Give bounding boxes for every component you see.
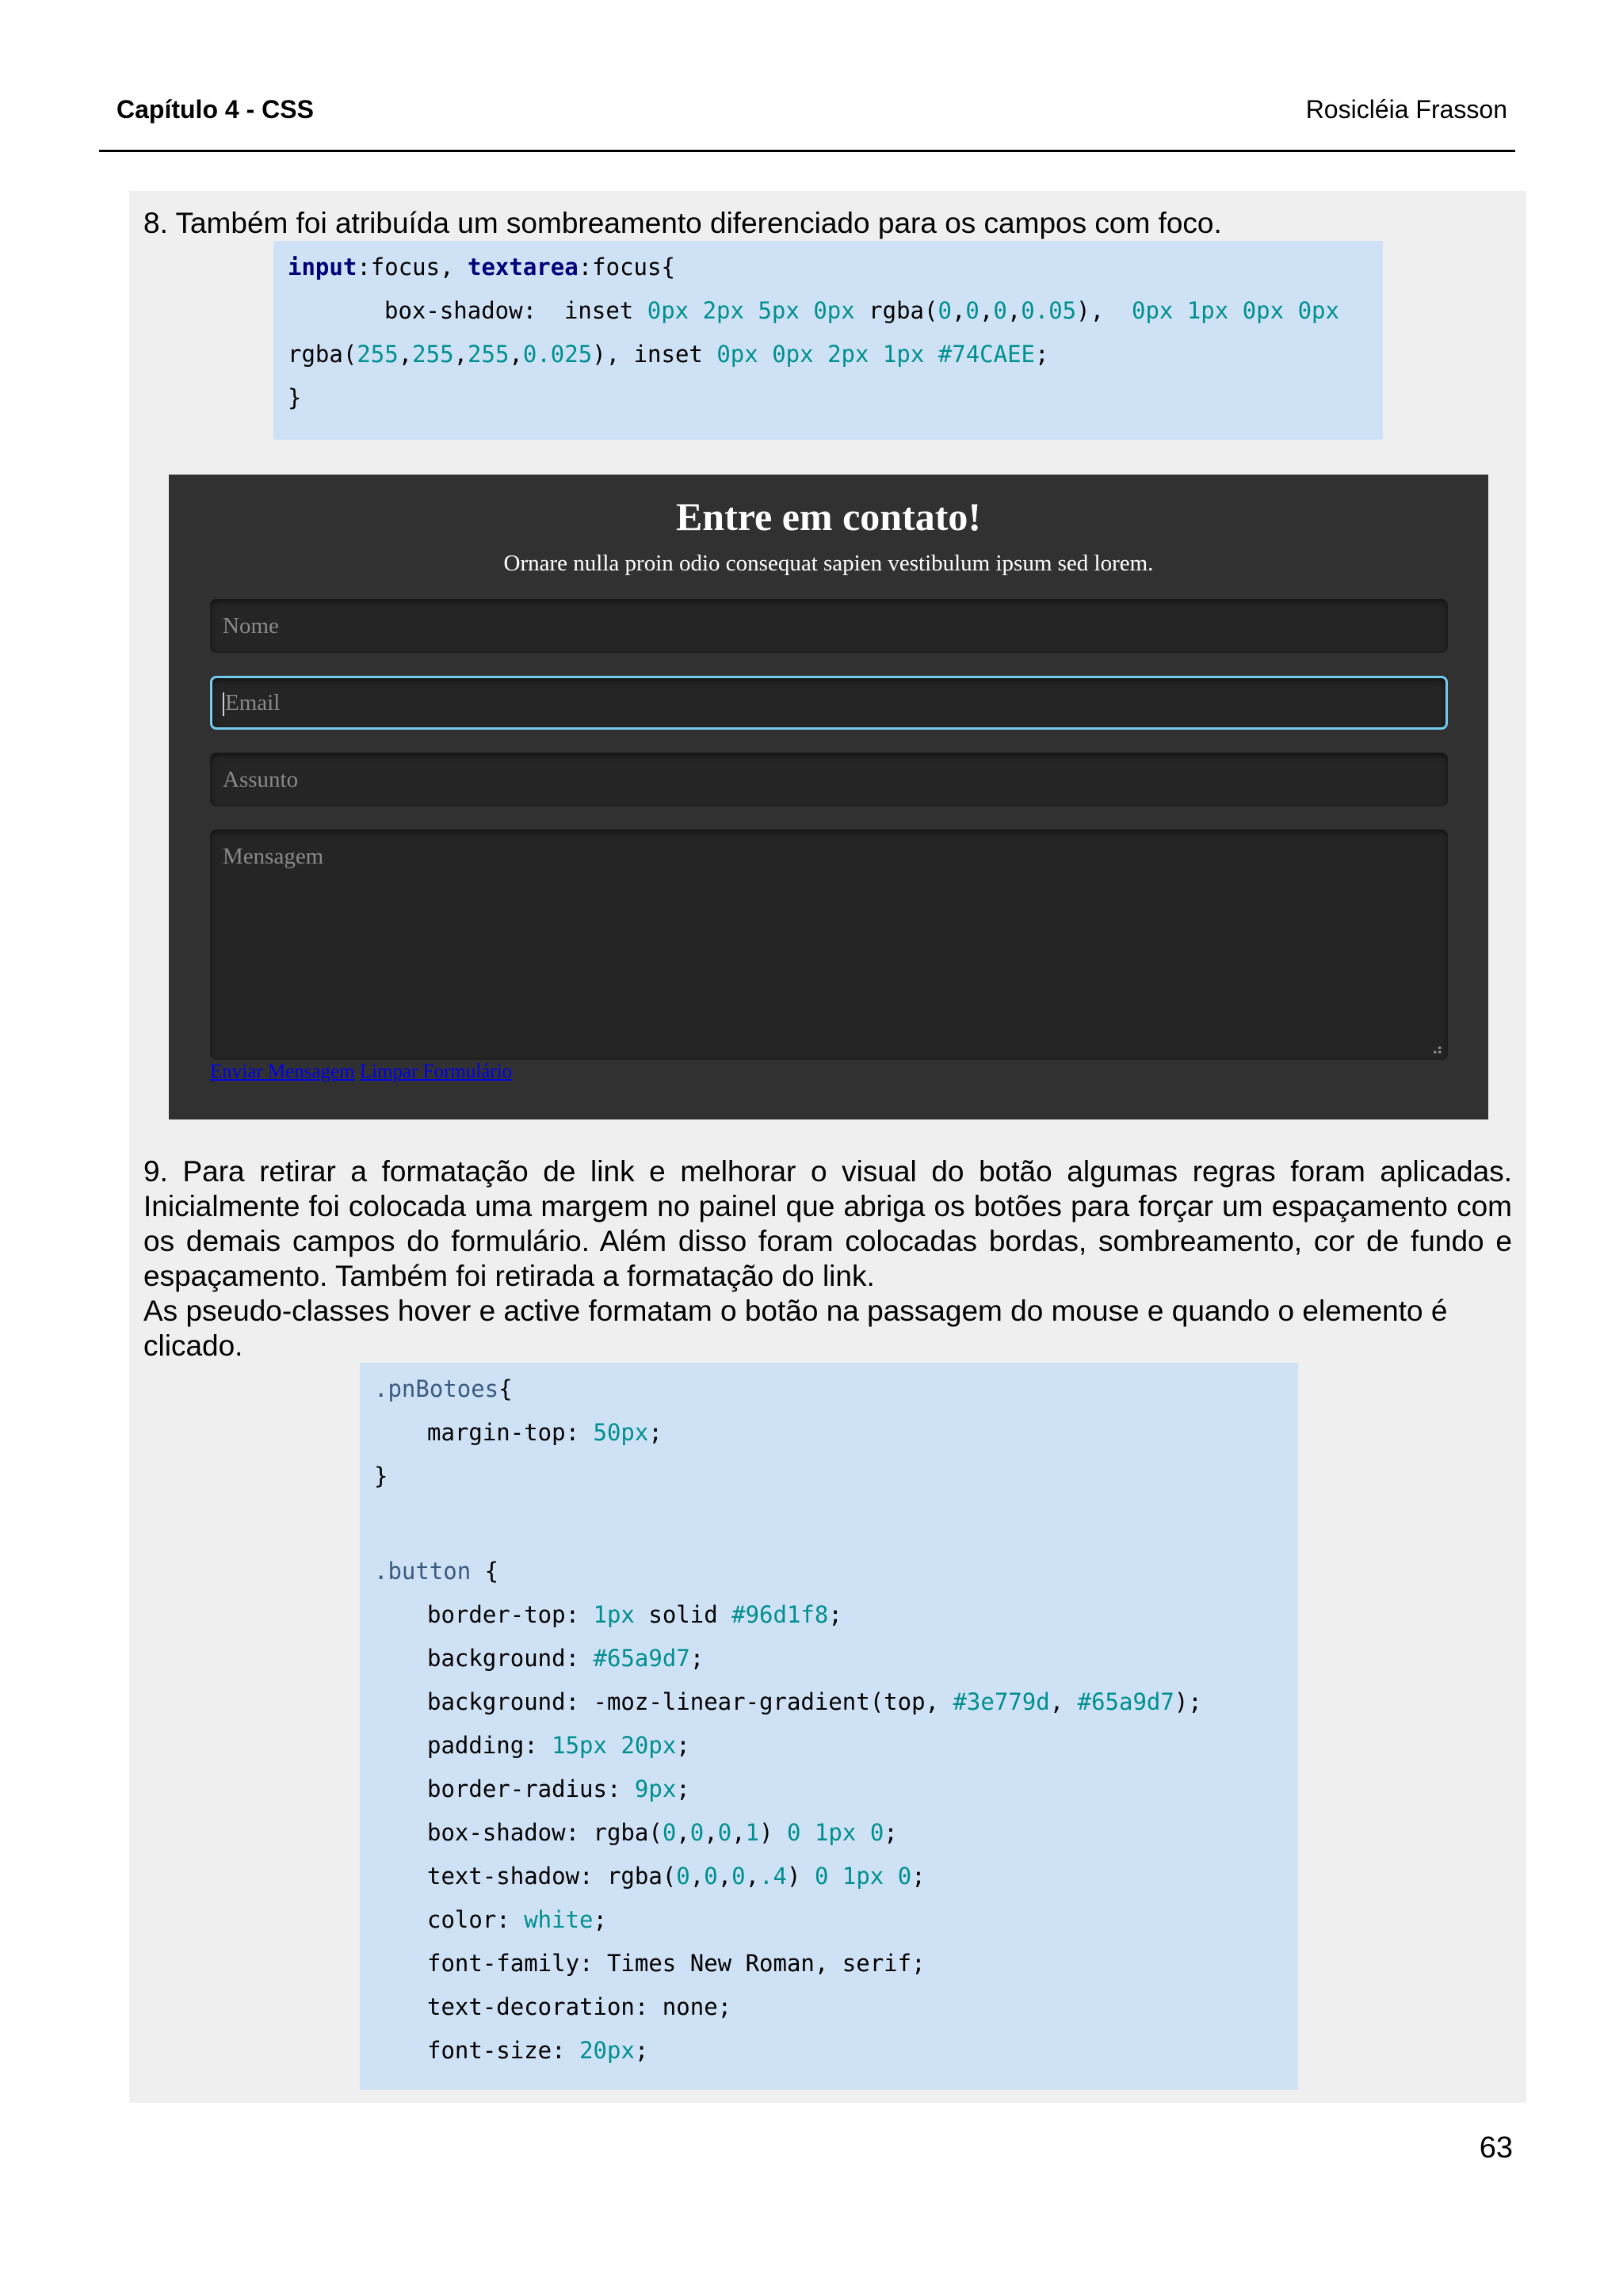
code-line: font-family: Times New Roman, serif; xyxy=(427,1950,926,1977)
email-placeholder: Email xyxy=(225,690,281,715)
section-9-paragraph xyxy=(143,1154,1512,1363)
subject-placeholder: Assunto xyxy=(223,767,299,792)
form-buttons-panel xyxy=(210,1061,512,1083)
code-line: input:focus, textarea:focus{ xyxy=(288,254,675,280)
code-line: box-shadow: inset 0px 2px 5px 0px rgba(0,0,0,0.05), 0px 1px 0px 0px xyxy=(384,297,1339,324)
name-input[interactable] xyxy=(210,599,1448,653)
contact-form-screenshot xyxy=(169,475,1488,1119)
message-placeholder: Mensagem xyxy=(223,844,324,869)
name-placeholder: Nome xyxy=(223,613,279,639)
email-input[interactable] xyxy=(210,676,1448,730)
header-author: Rosicléia Frasson xyxy=(1305,95,1507,124)
send-message-link[interactable]: Enviar Mensagem xyxy=(210,1061,355,1082)
section-8-text: 8. Também foi atribuída um sombreamento diferenciado para os campos com foco. xyxy=(143,207,1222,239)
header-chapter-title: Capítulo 4 - CSS xyxy=(116,95,314,124)
subject-input[interactable] xyxy=(210,753,1448,807)
text-caret xyxy=(223,692,224,716)
form-subtitle: Ornare nulla proin odio consequat sapien vestibulum ipsum sed lorem. xyxy=(503,551,1154,576)
code-block-focus xyxy=(273,241,1383,440)
code-line: } xyxy=(374,1463,388,1489)
section-8-paragraph xyxy=(143,206,1512,241)
page-number: 63 xyxy=(1479,2131,1513,2164)
section-9-text-2: As pseudo-classes hover e active formatam o botão na passagem do mouse e quando o elemento é clicado. xyxy=(143,1295,1448,1362)
message-textarea[interactable] xyxy=(210,830,1448,1060)
section-9-text: 9. Para retirar a formatação de link e melhorar o visual do botão algumas regras foram aplicadas. Inicialmente foi colocada uma margem no painel que abriga os botões para forçar um espaçamento com os demais campos do formulário. Além disso foram colocadas bordas, sombreamento, cor de fundo e espaçamento. Também foi retirada a formatação do link. xyxy=(143,1155,1512,1292)
code-block-button xyxy=(360,1363,1298,2090)
clear-form-link[interactable]: Limpar Formulário xyxy=(359,1061,513,1082)
resize-grip-icon[interactable]: ⠴ xyxy=(1431,1039,1443,1058)
code-line: padding: 15px 20px; xyxy=(427,1732,690,1759)
header-divider xyxy=(99,150,1515,152)
code-line: .button { xyxy=(374,1558,499,1585)
code-line: rgba(255,255,255,0.025), inset 0px 0px 2px 1px #74CAEE; xyxy=(288,341,1049,368)
code-line: .pnBotoes{ xyxy=(374,1375,513,1402)
code-line: color: white; xyxy=(427,1906,607,1933)
code-line: border-radius: 9px; xyxy=(427,1775,690,1802)
code-line: background: #65a9d7; xyxy=(427,1645,705,1672)
code-line: } xyxy=(288,384,302,411)
code-line: border-top: 1px solid #96d1f8; xyxy=(427,1601,842,1628)
code-line: text-shadow: rgba(0,0,0,.4) 0 1px 0; xyxy=(427,1863,926,1890)
code-line: text-decoration: none; xyxy=(427,1993,732,2020)
code-line: font-size: 20px; xyxy=(427,2037,649,2064)
code-line: box-shadow: rgba(0,0,0,1) 0 1px 0; xyxy=(427,1819,898,1846)
code-line: background: -moz-linear-gradient(top, #3e779d, #65a9d7); xyxy=(427,1688,1202,1715)
form-title: Entre em contato! xyxy=(675,494,982,539)
code-line: margin-top: 50px; xyxy=(427,1419,663,1446)
